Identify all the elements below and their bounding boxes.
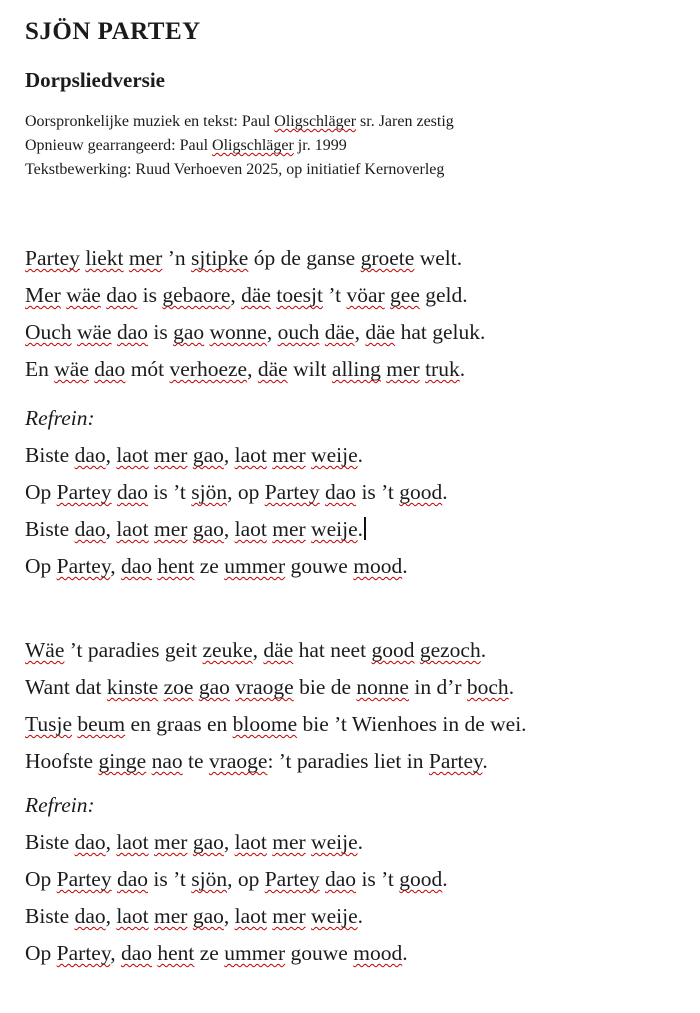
misspelled-word: gezoch	[419, 638, 481, 662]
credit-line: Opnieuw gearrangeerd: Paul Oligschläger jr. 1999	[25, 137, 347, 154]
misspelled-word: sjön	[191, 480, 228, 504]
misspelled-word: Partey	[56, 480, 112, 504]
misspelled-word: verhoeze	[169, 357, 248, 381]
misspelled-word: alling	[331, 357, 381, 381]
misspelled-word: weije	[311, 830, 358, 854]
misspelled-word: gao	[173, 320, 205, 344]
document-title: SJÖN PARTEY	[25, 18, 201, 45]
misspelled-word: mer	[128, 246, 163, 270]
misspelled-word: laot	[116, 830, 149, 854]
misspelled-word: Ouch	[25, 320, 72, 344]
lyric-line[interactable]: En wäe dao mót verhoeze, däe wilt alling mer truk.	[25, 357, 466, 381]
lyric-line[interactable]: Biste dao, laot mer gao, laot mer weije.	[25, 511, 682, 548]
misspelled-word: mood	[353, 941, 403, 965]
misspelled-word: Tusje	[25, 712, 73, 736]
misspelled-word: däe	[263, 638, 294, 662]
lyric-line[interactable]: Op Partey dao is ’t sjön, op Partey dao is ’t good.	[25, 867, 448, 891]
misspelled-word: wäe	[66, 283, 101, 307]
misspelled-word: dao	[325, 867, 357, 891]
misspelled-word: sjön	[191, 867, 228, 891]
misspelled-word: mer	[154, 517, 188, 541]
misspelled-word: ouch	[277, 320, 320, 344]
misspelled-word: Partey	[56, 941, 111, 965]
text-cursor	[364, 517, 366, 540]
misspelled-word: dao	[120, 554, 152, 578]
misspelled-word: gao	[192, 443, 224, 467]
misspelled-word: Partey	[428, 749, 483, 773]
credit-line: Oorspronkelijke muziek en tekst: Paul Oligschläger sr. Jaren zestig	[25, 113, 454, 130]
misspelled-word: nao	[151, 749, 183, 773]
misspelled-word: hent	[157, 941, 195, 965]
misspelled-word: laot	[234, 904, 267, 928]
misspelled-word: gao	[192, 904, 224, 928]
misspelled-word: toesjt	[276, 283, 323, 307]
misspelled-word: Partey	[25, 246, 80, 270]
lyric-line[interactable]: Biste dao, laot mer gao, laot mer weije.	[25, 904, 363, 928]
misspelled-word: laot	[234, 443, 267, 467]
misspelled-word: good	[399, 867, 443, 891]
misspelled-word: däe	[365, 320, 396, 344]
lyric-line[interactable]: Biste dao, laot mer gao, laot mer weije.	[25, 443, 363, 467]
misspelled-word: groete	[360, 246, 415, 270]
misspelled-word: dao	[74, 443, 106, 467]
lyric-line[interactable]: Tusje beum en graas en bloome bie ’t Wienhoes in de wei.	[25, 712, 527, 736]
lyric-line[interactable]: Biste dao, laot mer gao, laot mer weije.	[25, 830, 363, 854]
misspelled-word: gao	[198, 675, 230, 699]
misspelled-word: gebaore	[162, 283, 231, 307]
misspelled-word: gee	[390, 283, 420, 307]
misspelled-word: wonne	[209, 320, 267, 344]
misspelled-word: mer	[272, 517, 306, 541]
misspelled-word: mer	[272, 443, 306, 467]
misspelled-word: dao	[325, 480, 357, 504]
misspelled-word: mood	[353, 554, 403, 578]
misspelled-word: laot	[234, 517, 267, 541]
lyric-line[interactable]: Partey liekt mer ’n sjtipke óp de ganse groete welt.	[25, 246, 463, 270]
misspelled-word: dao	[120, 941, 152, 965]
misspelled-word: truk	[425, 357, 460, 381]
lyric-line[interactable]: Op Partey dao is ’t sjön, op Partey dao is ’t good.	[25, 480, 448, 504]
misspelled-word: vraoge	[208, 749, 268, 773]
refrain-label: Refrein:	[25, 406, 95, 430]
credit-line: Tekstbewerking: Ruud Verhoeven 2025, op initiatief Kernoverleg	[25, 161, 445, 178]
misspelled-word: ummer	[224, 554, 286, 578]
misspelled-word: däe	[241, 283, 271, 307]
credits-block	[25, 110, 682, 182]
misspelled-word: beum	[77, 712, 126, 736]
misspelled-word: nonne	[356, 675, 409, 699]
verse-section	[25, 240, 682, 388]
misspelled-word: Partey	[264, 867, 320, 891]
verse-section	[25, 632, 682, 780]
misspelled-word: dao	[74, 517, 106, 541]
misspelled-word: gao	[192, 517, 224, 541]
misspelled-word: mer	[386, 357, 420, 381]
misspelled-word: liekt	[85, 246, 124, 270]
misspelled-word: good	[371, 638, 415, 662]
misspelled-word: mer	[154, 904, 188, 928]
lyric-line[interactable]: Hoofste ginge nao te vraoge: ’t paradies liet in Partey.	[25, 749, 488, 773]
refrain-label: Refrein:	[25, 793, 95, 817]
misspelled-word: Partey	[56, 554, 111, 578]
misspelled-word: däe	[324, 320, 355, 344]
misspelled-word: zeuke	[202, 638, 253, 662]
misspelled-word: däe	[257, 357, 288, 381]
lyrics-container	[25, 240, 682, 972]
misspelled-word: dao	[106, 283, 138, 307]
misspelled-word: Mer	[25, 283, 61, 307]
misspelled-word: boch	[466, 675, 509, 699]
misspelled-word: laot	[116, 517, 149, 541]
misspelled-word: laot	[116, 904, 149, 928]
misspelled-word: dao	[116, 480, 149, 504]
misspelled-word: dao	[74, 830, 106, 854]
misspelled-word: good	[399, 480, 443, 504]
misspelled-word: mer	[154, 443, 188, 467]
misspelled-word: Wäe	[25, 638, 65, 662]
misspelled-word: zoe	[163, 675, 194, 699]
misspelled-word: Partey	[264, 480, 320, 504]
misspelled-word: Oligschläger	[274, 113, 357, 130]
lyric-line[interactable]: Wäe ’t paradies geit zeuke, däe hat neet good gezoch.	[25, 638, 487, 662]
misspelled-word: laot	[116, 443, 149, 467]
misspelled-word: laot	[234, 830, 267, 854]
misspelled-word: ummer	[224, 941, 286, 965]
misspelled-word: bloome	[232, 712, 298, 736]
misspelled-word: gao	[192, 830, 224, 854]
lyric-line[interactable]: Op Partey, dao hent ze ummer gouwe mood.	[25, 554, 408, 578]
misspelled-word: mer	[154, 830, 188, 854]
misspelled-word: dao	[116, 320, 148, 344]
lyric-line[interactable]: Want dat kinste zoe gao vraoge bie de nonne in d’r boch.	[25, 675, 515, 699]
misspelled-word: weije	[311, 443, 358, 467]
misspelled-word: Oligschläger	[212, 137, 294, 154]
misspelled-word: kinste	[106, 675, 159, 699]
misspelled-word: mer	[272, 830, 306, 854]
refrain-section	[25, 400, 682, 585]
misspelled-word: weije	[311, 904, 358, 928]
misspelled-word: Partey	[56, 867, 112, 891]
lyric-line[interactable]: Mer wäe dao is gebaore, däe toesjt ’t vöar gee geld.	[25, 283, 468, 307]
refrain-section	[25, 787, 682, 972]
misspelled-word: sjtipke	[191, 246, 249, 270]
misspelled-word: hent	[157, 554, 195, 578]
misspelled-word: wäe	[54, 357, 89, 381]
misspelled-word: dao	[94, 357, 126, 381]
lyric-line[interactable]: Ouch wäe dao is gao wonne, ouch däe, däe hat geluk.	[25, 320, 486, 344]
lyric-line[interactable]: Op Partey, dao hent ze ummer gouwe mood.	[25, 941, 408, 965]
document-subtitle: Dorpsliedversie	[25, 68, 165, 92]
misspelled-word: vöar	[346, 283, 385, 307]
misspelled-word: ginge	[98, 749, 147, 773]
misspelled-word: mer	[272, 904, 306, 928]
misspelled-word: vraoge	[235, 675, 294, 699]
misspelled-word: dao	[116, 867, 149, 891]
misspelled-word: wäe	[76, 320, 112, 344]
misspelled-word: weije	[311, 517, 358, 541]
misspelled-word: dao	[74, 904, 106, 928]
